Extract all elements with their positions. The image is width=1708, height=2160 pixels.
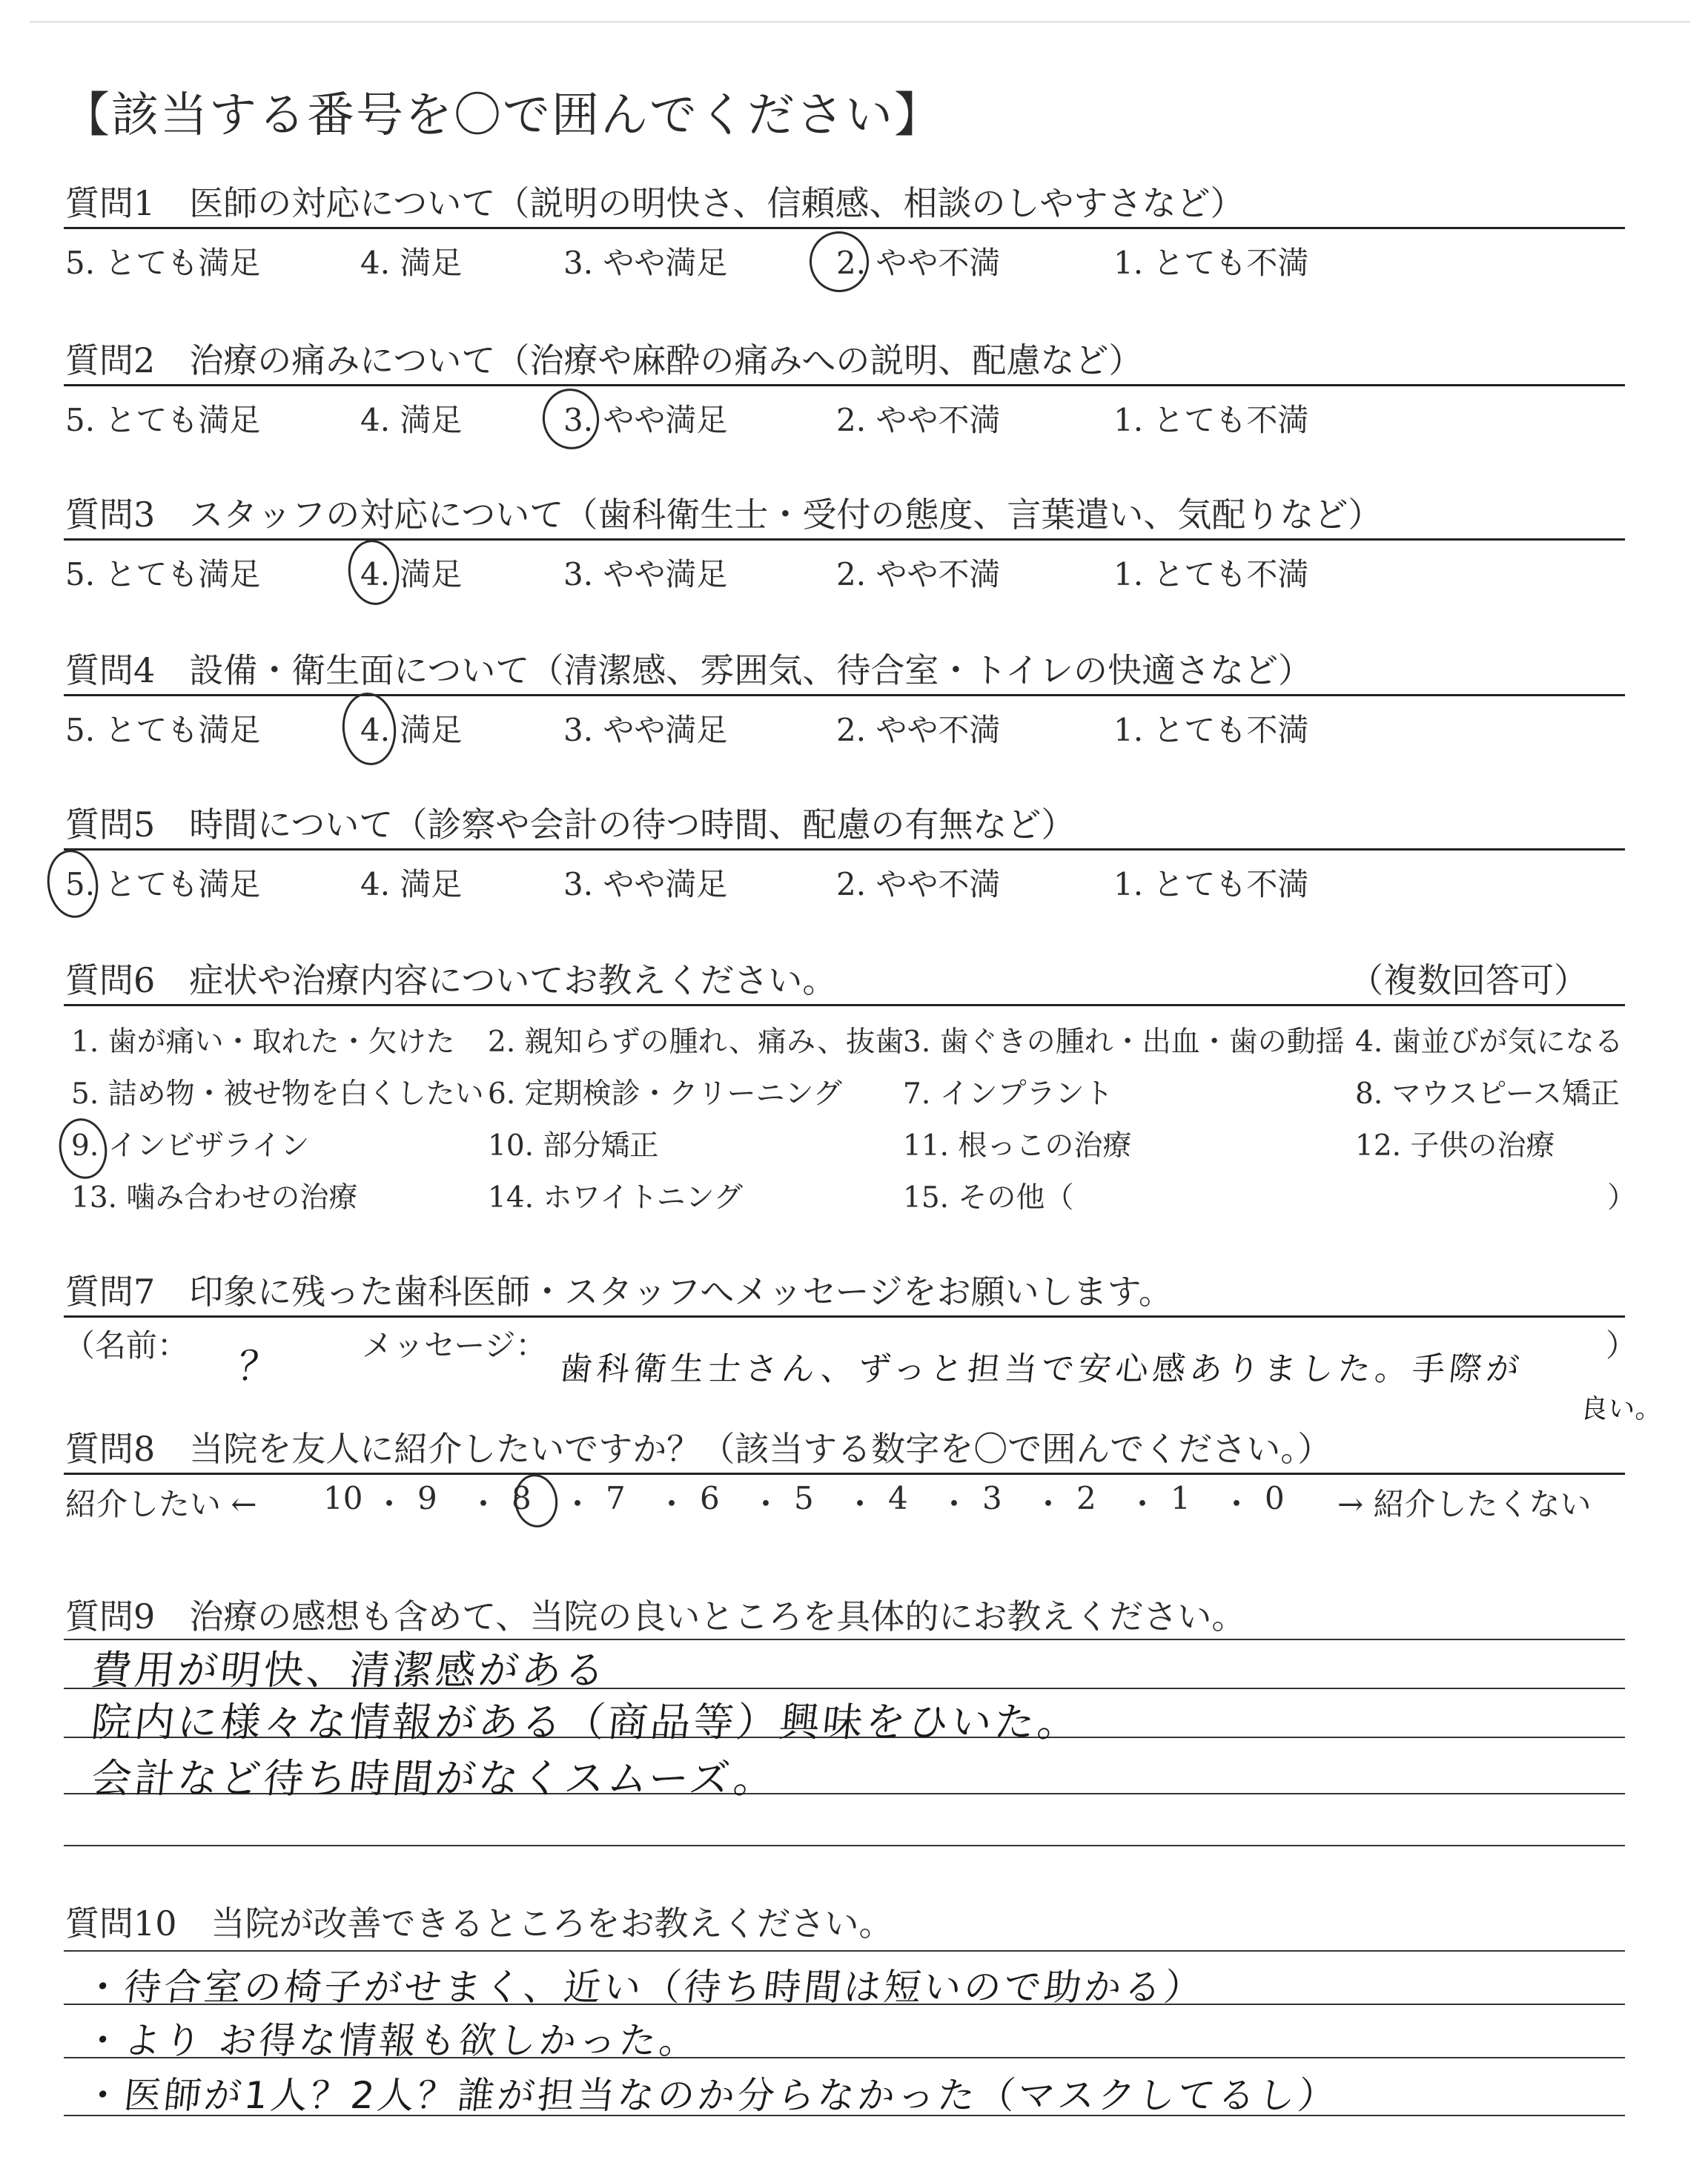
q6-option-2[interactable]: 2. 親知らずの腫れ、痛み、抜歯 (488, 1025, 904, 1059)
q9-rule-5 (64, 1845, 1625, 1846)
q9-answer-3: 会計など待ち時間がなくスムーズ。 (89, 1755, 780, 1802)
q6-option-9[interactable]: 9. インビザライン (71, 1129, 310, 1163)
q4-option-5[interactable]: 5. とても満足 (65, 712, 261, 748)
q8-scale-10[interactable]: 10 (323, 1480, 363, 1516)
q10-rule-1 (64, 1950, 1625, 1952)
q8-scale-7[interactable]: 7 (606, 1480, 626, 1516)
q6-option-3[interactable]: 3. 歯ぐきの腫れ・出血・歯の動揺 (903, 1025, 1345, 1059)
q6-title: 質問6 症状や治療内容についてお教えください。 (65, 960, 837, 1000)
q1-option-4[interactable]: 4. 満足 (360, 245, 463, 281)
q9-answer-1: 費用が明快、清潔感がある (89, 1647, 610, 1694)
q4-option-3[interactable]: 3. やや満足 (563, 712, 728, 748)
q6-option-8[interactable]: 8. マウスピース矯正 (1355, 1077, 1620, 1111)
q1-option-5[interactable]: 5. とても満足 (65, 245, 261, 281)
q5-option-5[interactable]: 5. とても満足 (65, 866, 261, 902)
q6-rule (64, 1004, 1625, 1006)
q7-close-paren: ） (1606, 1327, 1638, 1364)
q6-option-13[interactable]: 13. 噛み合わせの治療 (71, 1181, 358, 1215)
q8-rule (64, 1473, 1625, 1475)
q6-option-5[interactable]: 5. 詰め物・被せ物を白くしたい (71, 1077, 484, 1111)
q2-option-2[interactable]: 2. やや不満 (836, 402, 1001, 438)
q3-title: 質問3 スタッフの対応について（歯科衛生士・受付の態度、言葉遣い、気配りなど） (65, 495, 1383, 535)
q6-note: （複数回答可） (1349, 960, 1588, 1000)
q2-selection-circle (537, 384, 603, 454)
q2-option-3[interactable]: 3. やや満足 (563, 402, 728, 438)
q7-name-label: （名前： (64, 1327, 189, 1364)
q5-rule (64, 848, 1625, 851)
q3-option-2[interactable]: 2. やや不満 (836, 556, 1001, 592)
q4-option-4[interactable]: 4. 満足 (360, 712, 463, 748)
q6-option-11[interactable]: 11. 根っこの治療 (903, 1129, 1132, 1163)
q3-rule (64, 538, 1625, 541)
q5-option-2[interactable]: 2. やや不満 (836, 866, 1001, 902)
q10-title: 質問10 当院が改善できるところをお教えください。 (65, 1903, 893, 1943)
q8-title: 質問8 当院を友人に紹介したいですか？（該当する数字を〇で囲んでください。） (65, 1429, 1332, 1469)
q8-scale-5[interactable]: 5 (794, 1480, 814, 1516)
q3-option-5[interactable]: 5. とても満足 (65, 556, 261, 592)
q8-scale-8[interactable]: 8 (512, 1480, 532, 1516)
q1-title: 質問1 医師の対応について（説明の明快さ、信頼感、相談のしやすさなど） (65, 183, 1245, 223)
q8-scale-4[interactable]: 4 (888, 1480, 908, 1516)
q8-scale-separator: ・ (939, 1486, 970, 1522)
q8-right-label: → 紹介したくない (1337, 1486, 1592, 1522)
q8-scale-1[interactable]: 1 (1171, 1480, 1191, 1516)
q9-answer-2: 院内に様々な情報がある（商品等）興味をひいた。 (89, 1699, 1083, 1745)
q6-option-15-close: ） (1607, 1181, 1637, 1215)
q10-answer-3: ・医師が1人？2人？誰が担当なのか分らなかった（マスクしてるし） (82, 2074, 1341, 2117)
q7-message-answer-2: 良い。 (1579, 1394, 1665, 1424)
q7-name-answer: ？ (236, 1343, 284, 1390)
q2-option-5[interactable]: 5. とても満足 (65, 402, 261, 438)
q8-scale-separator: ・ (750, 1486, 782, 1522)
q6-option-7[interactable]: 7. インプラント (903, 1077, 1113, 1111)
q4-selection-circle (339, 690, 400, 768)
q8-scale-0[interactable]: 0 (1265, 1480, 1285, 1516)
q8-scale-separator: ・ (1221, 1486, 1253, 1522)
q2-option-1[interactable]: 1. とても不満 (1113, 402, 1309, 438)
q9-title: 質問9 治療の感想も含めて、当院の良いところを具体的にお教えください。 (65, 1596, 1246, 1636)
q1-option-1[interactable]: 1. とても不満 (1113, 245, 1309, 281)
q8-scale-6[interactable]: 6 (700, 1480, 720, 1516)
q8-scale-separator: ・ (468, 1486, 500, 1522)
q1-option-2[interactable]: 2. やや不満 (836, 245, 1001, 281)
q6-option-1[interactable]: 1. 歯が痛い・取れた・欠けた (71, 1025, 455, 1059)
q8-scale-2[interactable]: 2 (1076, 1480, 1096, 1516)
q5-title: 質問5 時間について（診察や会計の待つ時間、配慮の有無など） (65, 805, 1076, 845)
q8-scale-separator: ・ (374, 1486, 406, 1522)
q6-option-10[interactable]: 10. 部分矯正 (488, 1129, 659, 1163)
q4-option-2[interactable]: 2. やや不満 (836, 712, 1001, 748)
q3-selection-circle (344, 537, 403, 609)
q7-title: 質問7 印象に残った歯科医師・スタッフへメッセージをお願いします。 (65, 1272, 1173, 1312)
form-title: 【該当する番号を〇で囲んでください】 (62, 88, 943, 143)
q5-option-3[interactable]: 3. やや満足 (563, 866, 728, 902)
q8-scale-separator: ・ (844, 1486, 876, 1522)
q8-scale-separator: ・ (656, 1486, 688, 1522)
q7-message-label: メッセージ： (362, 1327, 547, 1364)
q6-option-14[interactable]: 14. ホワイトニング (488, 1181, 743, 1215)
q8-scale-separator: ・ (1033, 1486, 1065, 1522)
q10-answer-2: ・より お得な情報も欲しかった。 (82, 2019, 702, 2062)
q6-option-12[interactable]: 12. 子供の治療 (1355, 1129, 1555, 1163)
q10-answer-1: ・待合室の椅子がせまく、近い（待ち時間は短いので助かる） (82, 1966, 1207, 2009)
q7-rule (64, 1315, 1625, 1318)
q8-scale-9[interactable]: 9 (417, 1480, 437, 1516)
q5-option-1[interactable]: 1. とても不満 (1113, 866, 1309, 902)
q1-selection-circle (804, 227, 873, 297)
q8-scale-separator: ・ (1127, 1486, 1159, 1522)
q8-scale-3[interactable]: 3 (982, 1480, 1002, 1516)
q6-option-6[interactable]: 6. 定期検診・クリーニング (488, 1077, 842, 1111)
q3-option-3[interactable]: 3. やや満足 (563, 556, 728, 592)
q5-selection-circle (43, 847, 102, 922)
q7-message-answer: 歯科衛生士さん、ずっと担当で安心感ありました。手際が (557, 1350, 1526, 1388)
q5-option-4[interactable]: 4. 満足 (360, 866, 463, 902)
q8-scale-separator: ・ (562, 1486, 594, 1522)
q2-option-4[interactable]: 4. 満足 (360, 402, 463, 438)
q1-rule (64, 227, 1625, 229)
q8-left-label: 紹介したい ← (65, 1486, 257, 1522)
q4-rule (64, 694, 1625, 696)
q4-option-1[interactable]: 1. とても不満 (1113, 712, 1309, 748)
q2-rule (64, 384, 1625, 386)
q4-title: 質問4 設備・衛生面について（清潔感、雰囲気、待合室・トイレの快適さなど） (65, 650, 1313, 690)
q1-option-3[interactable]: 3. やや満足 (563, 245, 728, 281)
q3-option-1[interactable]: 1. とても不満 (1113, 556, 1309, 592)
top-edge-line (30, 21, 1690, 23)
q3-option-4[interactable]: 4. 満足 (360, 556, 463, 592)
q2-title: 質問2 治療の痛みについて（治療や麻酔の痛みへの説明、配慮など） (65, 340, 1143, 380)
q6-option-15[interactable]: 15. その他（ (903, 1181, 1074, 1215)
q6-option-4[interactable]: 4. 歯並びが気になる (1355, 1025, 1623, 1059)
